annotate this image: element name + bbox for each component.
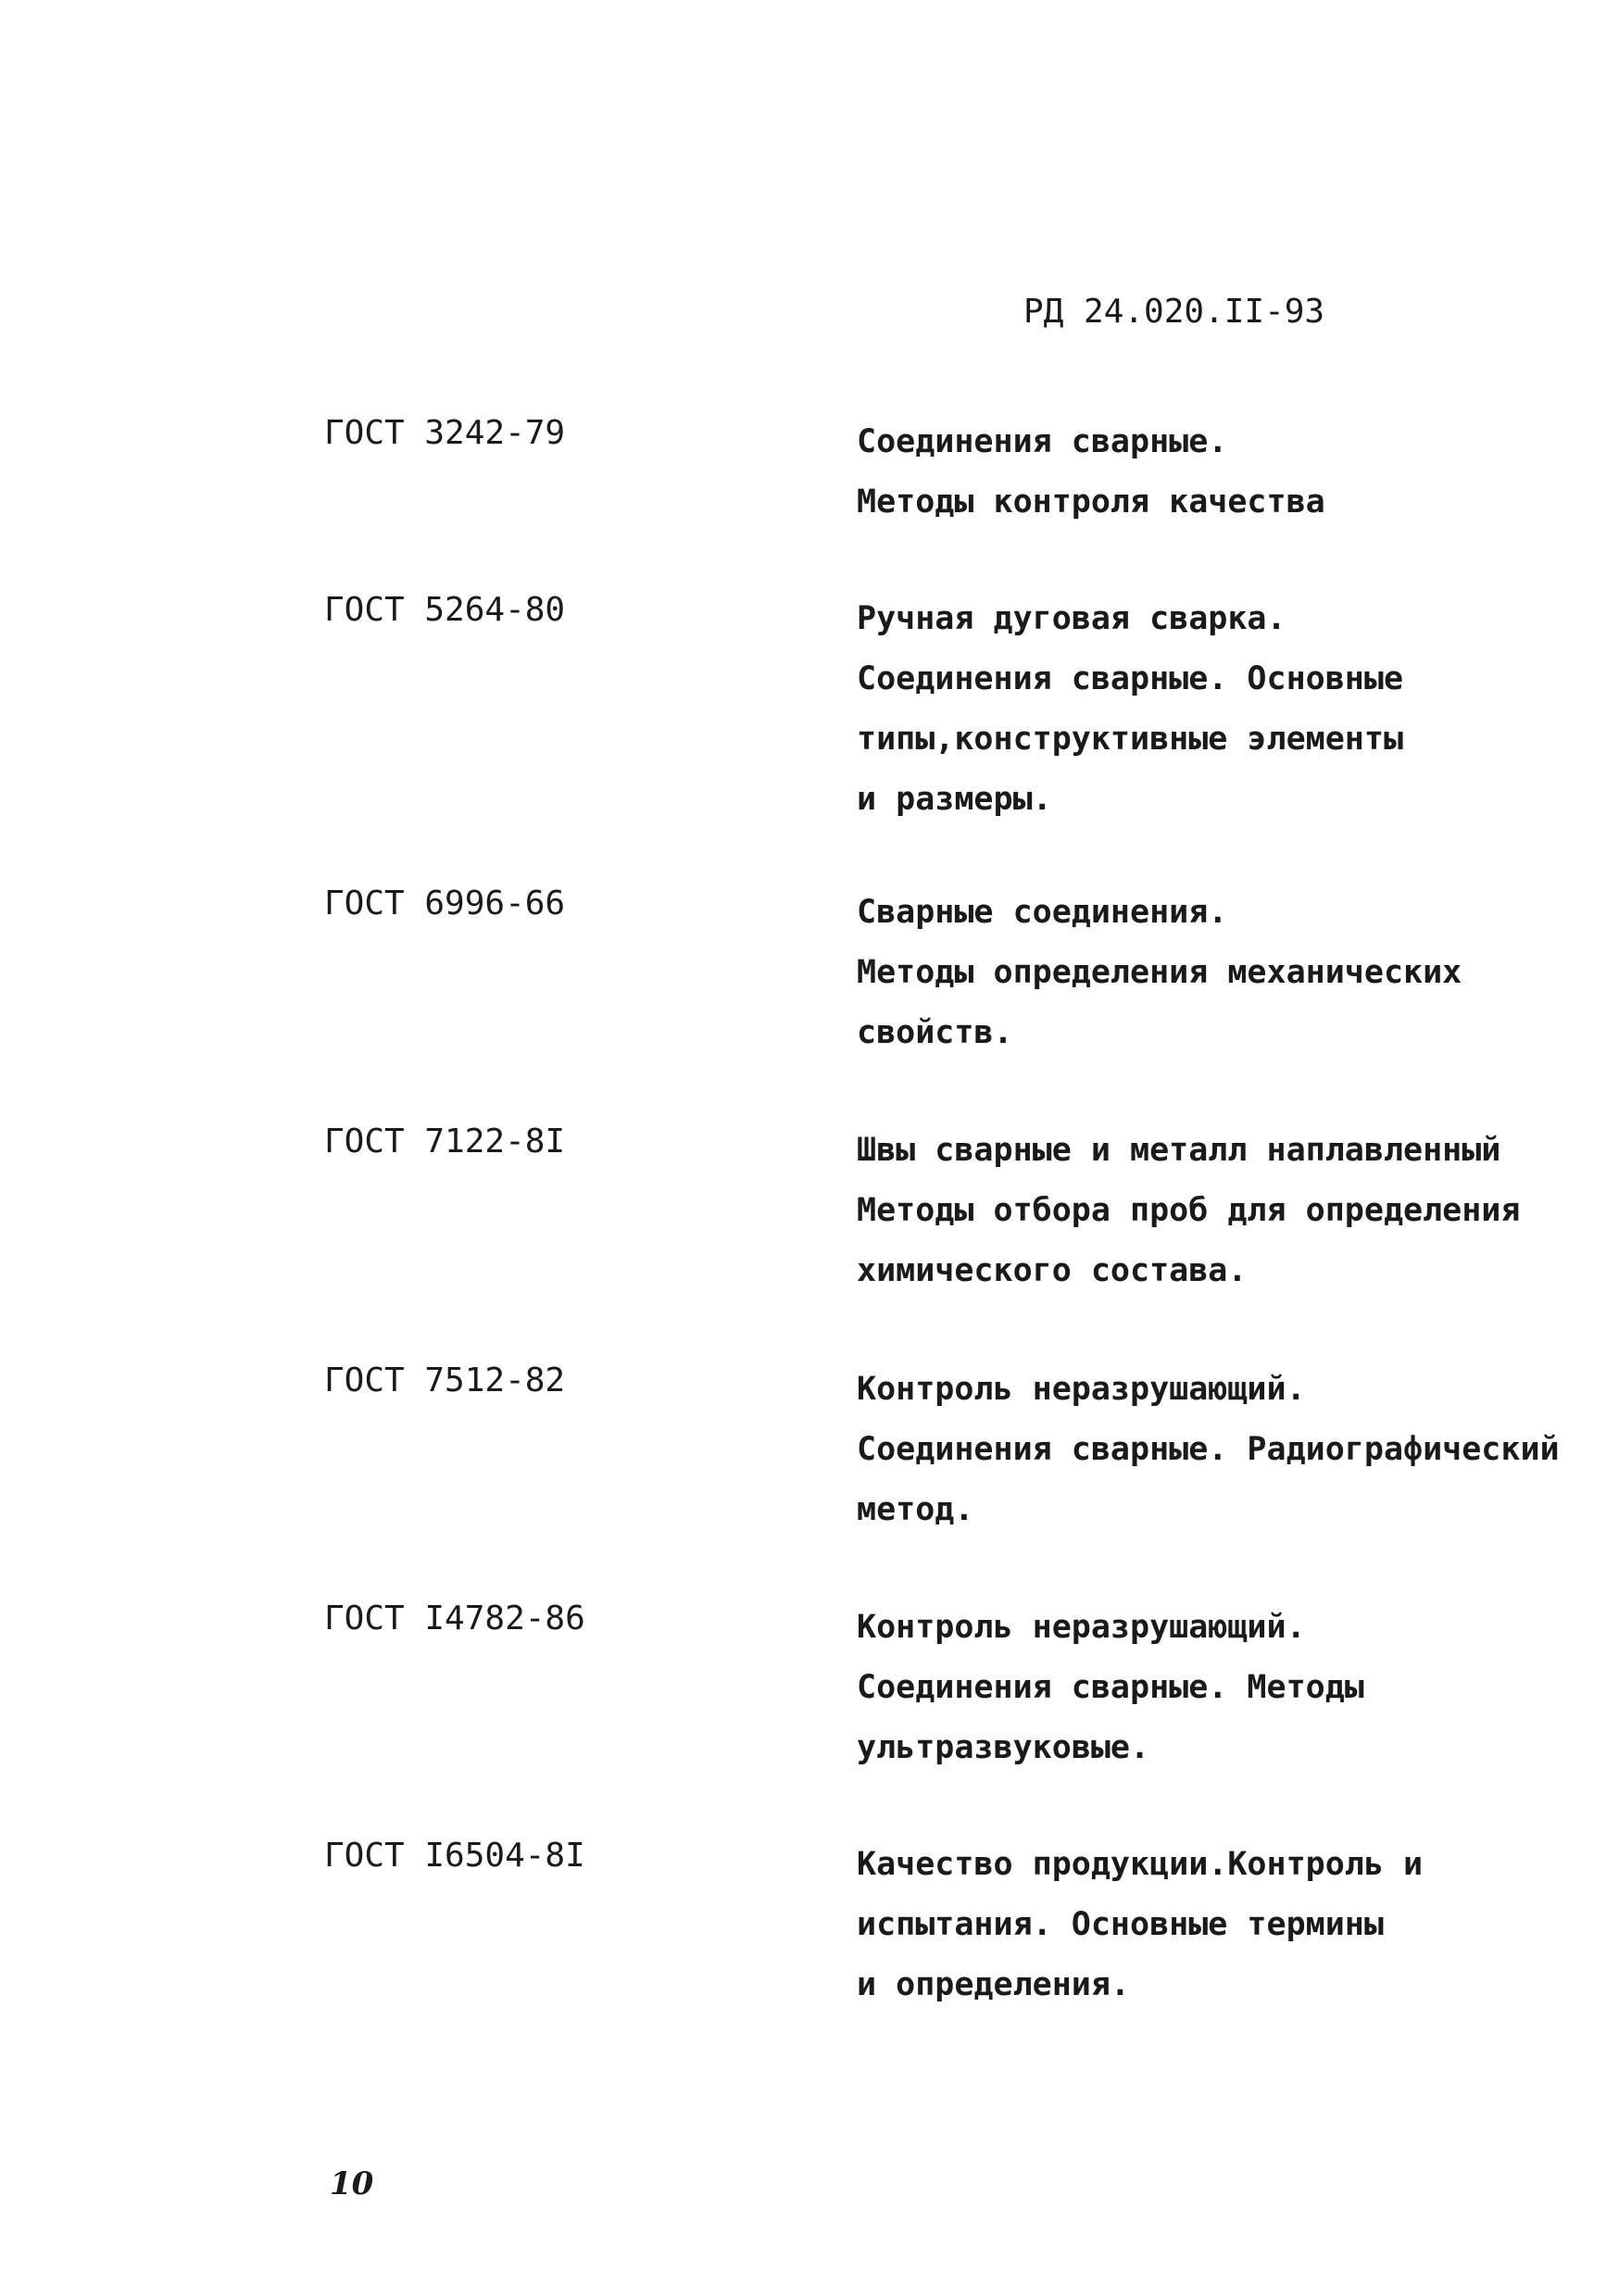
standard-title [857, 883, 1598, 1063]
standard-title [857, 1360, 1598, 1540]
document-code: РД 24.020.II-93 [1023, 293, 1325, 331]
title-line: Контроль неразрушающий. [857, 1609, 1306, 1646]
standard-code: ГОСТ I6504-8I [324, 1837, 585, 1875]
title-line: Соединения сварные. [857, 423, 1228, 460]
title-line: и размеры. [857, 781, 1052, 818]
title-line: Соединения сварные. Методы [857, 1669, 1364, 1706]
standard-code: ГОСТ I4782-86 [324, 1600, 585, 1637]
standard-code: ГОСТ 7122-8I [324, 1123, 566, 1161]
title-line: Сварные соединения. [857, 894, 1228, 931]
title-line: Ручная дуговая сварка. [857, 600, 1286, 637]
standard-title [857, 1121, 1598, 1301]
standard-title [857, 412, 1598, 533]
standard-title [857, 589, 1598, 830]
title-line: Качество продукции.Контроль и [857, 1846, 1424, 1883]
title-line: Швы сварные и металл наплавленный [857, 1132, 1501, 1169]
title-line: свойств. [857, 1014, 1013, 1051]
title-line: испытания. Основные термины [857, 1906, 1384, 1943]
title-line: и определения. [857, 1966, 1131, 2003]
title-line: Методы отбора проб для определения [857, 1192, 1521, 1229]
standard-title [857, 1835, 1598, 2015]
title-line: Методы определения механических [857, 954, 1462, 991]
standard-code: ГОСТ 3242-79 [324, 414, 566, 452]
standard-code: ГОСТ 5264-80 [324, 591, 566, 629]
page-number: 10 [330, 2165, 374, 2202]
title-line: ультразвуковые. [857, 1729, 1150, 1766]
title-line: Соединения сварные. Основные [857, 660, 1404, 697]
title-line: типы,конструктивные элементы [857, 721, 1404, 758]
title-line: Соединения сварные. Радиографический [857, 1431, 1560, 1468]
title-line: метод. [857, 1491, 974, 1528]
title-line: Контроль неразрушающий. [857, 1371, 1306, 1408]
standard-code: ГОСТ 7512-82 [324, 1361, 566, 1399]
title-line: химического состава. [857, 1252, 1248, 1289]
title-line: Методы контроля качества [857, 483, 1325, 521]
standard-code: ГОСТ 6996-66 [324, 885, 566, 922]
standard-title [857, 1598, 1598, 1778]
